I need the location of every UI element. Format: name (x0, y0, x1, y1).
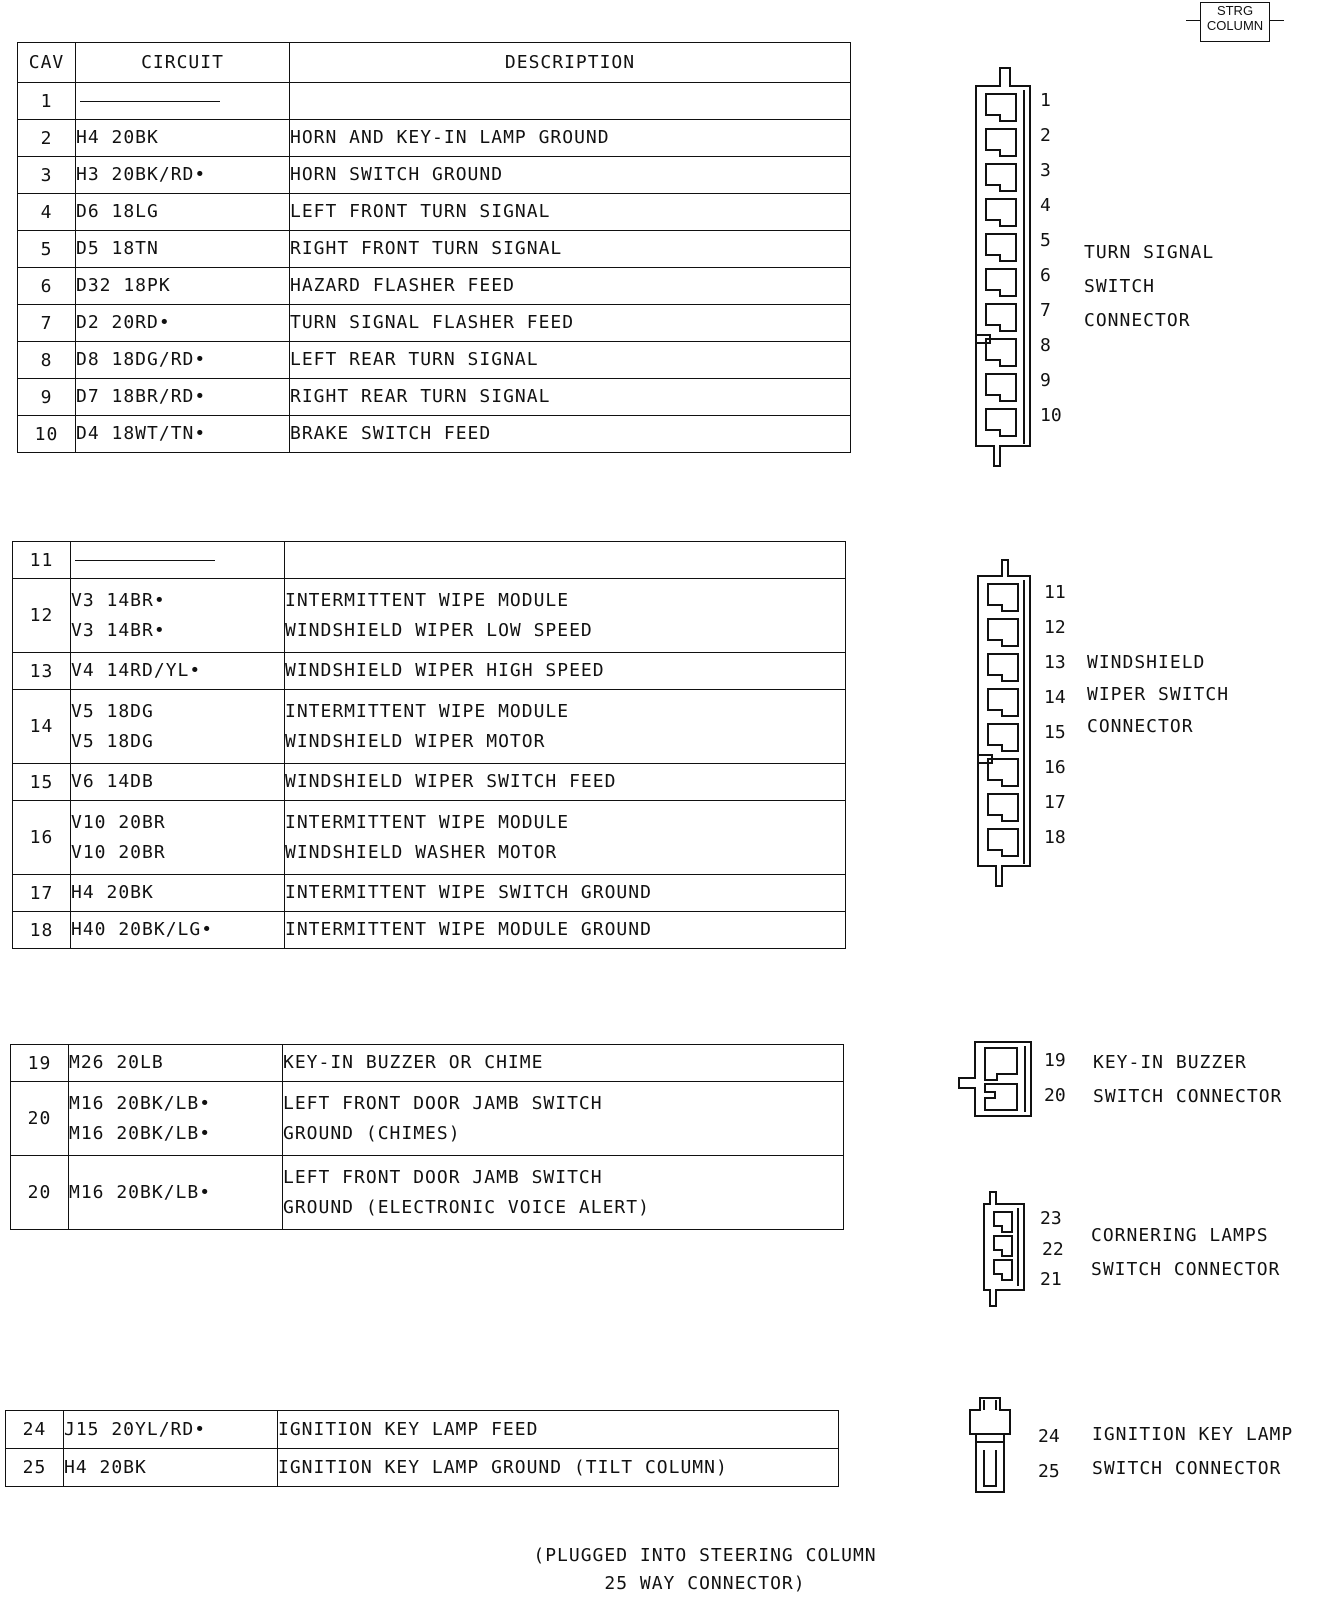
description-text: GROUND (ELECTRONIC VOICE ALERT) (283, 1196, 650, 1218)
circuit-text: H4 20BK (71, 882, 154, 903)
circuit-cell (71, 764, 285, 801)
circuit-text: M26 20LB (69, 1052, 164, 1073)
table-row (18, 379, 851, 416)
circuit-cell (64, 1411, 278, 1449)
circuit-cell (71, 875, 285, 912)
circuit-text: D4 18WT/TN• (76, 423, 207, 444)
connector-cavity (986, 129, 1016, 156)
circuit-text: D2 20RD• (76, 312, 171, 333)
ignition-connector-drawing (964, 1394, 1020, 1496)
circuit-cell (76, 342, 290, 379)
pin-6: 6 (1040, 265, 1051, 286)
cornering-connector-drawing (980, 1190, 1030, 1310)
description-text: WINDSHIELD WIPER LOW SPEED (285, 619, 593, 641)
turn-signal-label-line1: TURN SIGNAL (1084, 242, 1215, 263)
pin-9: 9 (1040, 370, 1051, 391)
ignition-connector-label (1092, 1418, 1293, 1486)
footnote-line2: 25 WAY CONNECTOR) (604, 1573, 806, 1594)
cav-number: 11 (13, 542, 71, 579)
turn-signal-label-line3: CONNECTOR (1084, 310, 1191, 331)
description-text: IGNITION KEY LAMP FEED (278, 1418, 539, 1440)
description-cell (283, 1045, 844, 1082)
description-text: INTERMITTENT WIPE MODULE GROUND (285, 919, 652, 940)
cav-number: 25 (6, 1449, 64, 1487)
table-row (18, 157, 851, 194)
circuit-cell (76, 416, 290, 453)
wiper-label-line1: WINDSHIELD (1087, 652, 1206, 673)
circuit-text: V3 14BR• (71, 619, 166, 641)
circuit-text: V6 14DB (71, 771, 154, 792)
wiper-label-line2: WIPER SWITCH (1087, 684, 1230, 705)
description-text: KEY-IN BUZZER OR CHIME (283, 1052, 544, 1073)
cav-number: 19 (11, 1045, 69, 1082)
description-text: LEFT FRONT DOOR JAMB SWITCH (283, 1092, 603, 1114)
pin-16: 16 (1044, 757, 1066, 778)
pin-10: 10 (1040, 405, 1062, 426)
circuit-text: D5 18TN (76, 238, 159, 259)
cav-number: 8 (18, 342, 76, 379)
connector-cavity (988, 724, 1018, 751)
description-cell (290, 268, 851, 305)
connector-cavity (986, 94, 1016, 121)
circuit-cell (69, 1045, 283, 1082)
circuit-text: H3 20BK/RD• (76, 164, 207, 185)
pin-14: 14 (1044, 687, 1066, 708)
pin-17: 17 (1044, 792, 1066, 813)
circuit-text: M16 20BK/LB• (69, 1181, 212, 1203)
table-row (11, 1045, 844, 1082)
cav-number: 20 (11, 1156, 69, 1230)
circuit-cell (69, 1156, 283, 1230)
description-cell (283, 1082, 844, 1156)
key-in-label-line2: SWITCH CONNECTOR (1093, 1086, 1283, 1107)
circuit-text: D32 18PK (76, 275, 171, 296)
connector-cavity (986, 409, 1016, 436)
pin-7: 7 (1040, 300, 1051, 321)
description-cell (290, 231, 851, 268)
cav-header: CAV (18, 43, 76, 83)
circuit-cell (64, 1449, 278, 1487)
table-row (18, 416, 851, 453)
circuit-text: V5 18DG (71, 700, 154, 722)
pin-15: 15 (1044, 722, 1066, 743)
description-text: RIGHT FRONT TURN SIGNAL (290, 238, 563, 259)
connector-cavity (988, 654, 1018, 681)
description-cell (278, 1449, 839, 1487)
connector-cavity (988, 689, 1018, 716)
description-text: INTERMITTENT WIPE MODULE (285, 700, 570, 722)
description-cell (290, 379, 851, 416)
description-text: TURN SIGNAL FLASHER FEED (290, 312, 575, 333)
key-in-label-line1: KEY-IN BUZZER (1093, 1052, 1247, 1073)
table-row (6, 1411, 839, 1449)
circuit-text: J15 20YL/RD• (64, 1418, 207, 1440)
turn-signal-label-line2: SWITCH (1084, 276, 1156, 297)
pin-8: 8 (1040, 335, 1051, 356)
table-row (11, 1082, 844, 1156)
circuit-cell (76, 231, 290, 268)
pin-20: 20 (1044, 1085, 1066, 1106)
strg-label-line2: COLUMN (1206, 18, 1264, 33)
circuit-cell (76, 157, 290, 194)
circuit-text: M16 20BK/LB• (69, 1122, 212, 1144)
table-row (13, 579, 846, 653)
pin-18: 18 (1044, 827, 1066, 848)
description-text: GROUND (CHIMES) (283, 1122, 461, 1144)
description-text: INTERMITTENT WIPE SWITCH GROUND (285, 882, 652, 903)
table-row (13, 542, 846, 579)
connector-cavity (986, 199, 1016, 226)
description-text: HAZARD FLASHER FEED (290, 275, 515, 296)
turn-signal-cavity-table (17, 42, 851, 453)
connector-cavity (988, 619, 1018, 646)
wiper-connector-label (1087, 647, 1229, 743)
key-in-connector-label (1093, 1046, 1282, 1114)
table-row (18, 83, 851, 120)
circuit-text: V10 20BR (71, 841, 166, 863)
connector-cavity (988, 829, 1018, 856)
cav-number: 13 (13, 653, 71, 690)
description-text: BRAKE SWITCH FEED (290, 423, 492, 444)
cav-number: 5 (18, 231, 76, 268)
ignition-label-line1: IGNITION KEY LAMP (1092, 1424, 1294, 1445)
wiper-cavity-table (12, 541, 846, 949)
cav-number: 16 (13, 801, 71, 875)
description-text: WINDSHIELD WIPER SWITCH FEED (285, 771, 617, 792)
description-text: WINDSHIELD WIPER MOTOR (285, 730, 546, 752)
cornering-label-line1: CORNERING LAMPS (1091, 1225, 1269, 1246)
cav-number: 3 (18, 157, 76, 194)
key-in-cavity-table (10, 1044, 844, 1230)
turn-signal-connector-drawing (970, 66, 1040, 470)
description-header: DESCRIPTION (290, 43, 851, 83)
table-row (18, 120, 851, 157)
table-row (13, 690, 846, 764)
circuit-text: D8 18DG/RD• (76, 349, 207, 370)
description-cell (290, 342, 851, 379)
circuit-text: M16 20BK/LB• (69, 1092, 212, 1114)
description-text: LEFT FRONT DOOR JAMB SWITCH (283, 1166, 603, 1188)
description-cell (285, 912, 846, 949)
description-text: IGNITION KEY LAMP GROUND (TILT COLUMN) (278, 1456, 728, 1478)
pin-11: 11 (1044, 582, 1066, 603)
footnote-line1: (PLUGGED INTO STEERING COLUMN (533, 1545, 877, 1566)
pin-24: 24 (1038, 1426, 1060, 1447)
description-text: HORN SWITCH GROUND (290, 164, 504, 185)
cav-number: 2 (18, 120, 76, 157)
description-cell (290, 120, 851, 157)
pin-1: 1 (1040, 90, 1051, 111)
cav-number: 1 (18, 83, 76, 120)
circuit-cell (69, 1082, 283, 1156)
cav-number: 4 (18, 194, 76, 231)
description-cell (283, 1156, 844, 1230)
description-cell (285, 801, 846, 875)
circuit-text: V4 14RD/YL• (71, 660, 202, 681)
circuit-cell (76, 379, 290, 416)
cornering-label-line2: SWITCH CONNECTOR (1091, 1259, 1281, 1280)
pin-25: 25 (1038, 1461, 1060, 1482)
connector-cavity (988, 794, 1018, 821)
circuit-header: CIRCUIT (76, 43, 290, 83)
cav-number: 17 (13, 875, 71, 912)
circuit-cell (76, 268, 290, 305)
cav-number: 24 (6, 1411, 64, 1449)
strg-label-line1: STRG (1216, 3, 1254, 18)
description-cell (290, 416, 851, 453)
unused-cavity-line (80, 101, 220, 102)
circuit-text: H40 20BK/LG• (71, 919, 214, 940)
description-cell (285, 579, 846, 653)
circuit-cell (71, 801, 285, 875)
pin-22: 22 (1042, 1239, 1064, 1260)
circuit-cell (71, 653, 285, 690)
strg-column-label (1200, 2, 1270, 42)
description-text: INTERMITTENT WIPE MODULE (285, 589, 570, 611)
wiper-label-line3: CONNECTOR (1087, 716, 1194, 737)
circuit-text: H4 20BK (64, 1456, 147, 1478)
pin-13: 13 (1044, 652, 1066, 673)
description-cell (285, 690, 846, 764)
table-row (18, 268, 851, 305)
cav-number: 12 (13, 579, 71, 653)
connector-cavity (986, 164, 1016, 191)
table-row (18, 342, 851, 379)
ignition-cavity-table (5, 1410, 839, 1487)
cav-number: 18 (13, 912, 71, 949)
table-row (13, 912, 846, 949)
connector-cavity (986, 304, 1016, 331)
circuit-cell (71, 579, 285, 653)
circuit-text: D6 18LG (76, 201, 159, 222)
pin-12: 12 (1044, 617, 1066, 638)
table-row (13, 764, 846, 801)
footnote (510, 1542, 900, 1598)
pin-4: 4 (1040, 195, 1051, 216)
table-row (13, 875, 846, 912)
circuit-cell (76, 120, 290, 157)
stamp-tick-right (1270, 20, 1284, 21)
circuit-text: H4 20BK (76, 127, 159, 148)
description-cell (290, 83, 851, 120)
pin-3: 3 (1040, 160, 1051, 181)
cav-number: 10 (18, 416, 76, 453)
description-text: HORN AND KEY-IN LAMP GROUND (290, 127, 610, 148)
connector-cavity (988, 584, 1018, 611)
key-in-connector-drawing (955, 1038, 1037, 1120)
description-cell (285, 653, 846, 690)
description-cell (290, 305, 851, 342)
description-cell (278, 1411, 839, 1449)
circuit-cell (71, 912, 285, 949)
description-cell (290, 157, 851, 194)
circuit-text: D7 18BR/RD• (76, 386, 207, 407)
connector-cavity (986, 269, 1016, 296)
circuit-cell (71, 690, 285, 764)
circuit-cell (76, 83, 290, 120)
pin-21: 21 (1040, 1269, 1062, 1290)
stamp-tick-left (1186, 20, 1200, 21)
circuit-text: V3 14BR• (71, 589, 166, 611)
table-row (13, 653, 846, 690)
cav-number: 15 (13, 764, 71, 801)
cav-number: 7 (18, 305, 76, 342)
table-row (18, 194, 851, 231)
pin-5: 5 (1040, 230, 1051, 251)
description-cell (285, 542, 846, 579)
table-row (18, 231, 851, 268)
circuit-cell (76, 305, 290, 342)
table-row (18, 305, 851, 342)
pin-2: 2 (1040, 125, 1051, 146)
circuit-cell (71, 542, 285, 579)
description-cell (290, 194, 851, 231)
cornering-connector-label (1091, 1219, 1280, 1287)
description-cell (285, 875, 846, 912)
description-text: WINDSHIELD WIPER HIGH SPEED (285, 660, 605, 681)
description-text: RIGHT REAR TURN SIGNAL (290, 386, 551, 407)
connector-cavity (986, 234, 1016, 261)
cav-number: 9 (18, 379, 76, 416)
description-text: INTERMITTENT WIPE MODULE (285, 811, 570, 833)
pin-19: 19 (1044, 1050, 1066, 1071)
connector-cavity (986, 374, 1016, 401)
turn-signal-connector-label (1084, 236, 1214, 338)
table-row (6, 1449, 839, 1487)
cav-number: 14 (13, 690, 71, 764)
description-text: LEFT REAR TURN SIGNAL (290, 349, 539, 370)
description-text: LEFT FRONT TURN SIGNAL (290, 201, 551, 222)
table-row (11, 1156, 844, 1230)
cav-number: 6 (18, 268, 76, 305)
pin-23: 23 (1040, 1208, 1062, 1229)
circuit-text: V5 18DG (71, 730, 154, 752)
unused-cavity-line (75, 560, 215, 561)
cav-number: 20 (11, 1082, 69, 1156)
circuit-cell (76, 194, 290, 231)
ignition-label-line2: SWITCH CONNECTOR (1092, 1458, 1282, 1479)
circuit-text: V10 20BR (71, 811, 166, 833)
description-text: WINDSHIELD WASHER MOTOR (285, 841, 558, 863)
description-cell (285, 764, 846, 801)
wiper-connector-drawing (972, 558, 1038, 890)
table-row (13, 801, 846, 875)
